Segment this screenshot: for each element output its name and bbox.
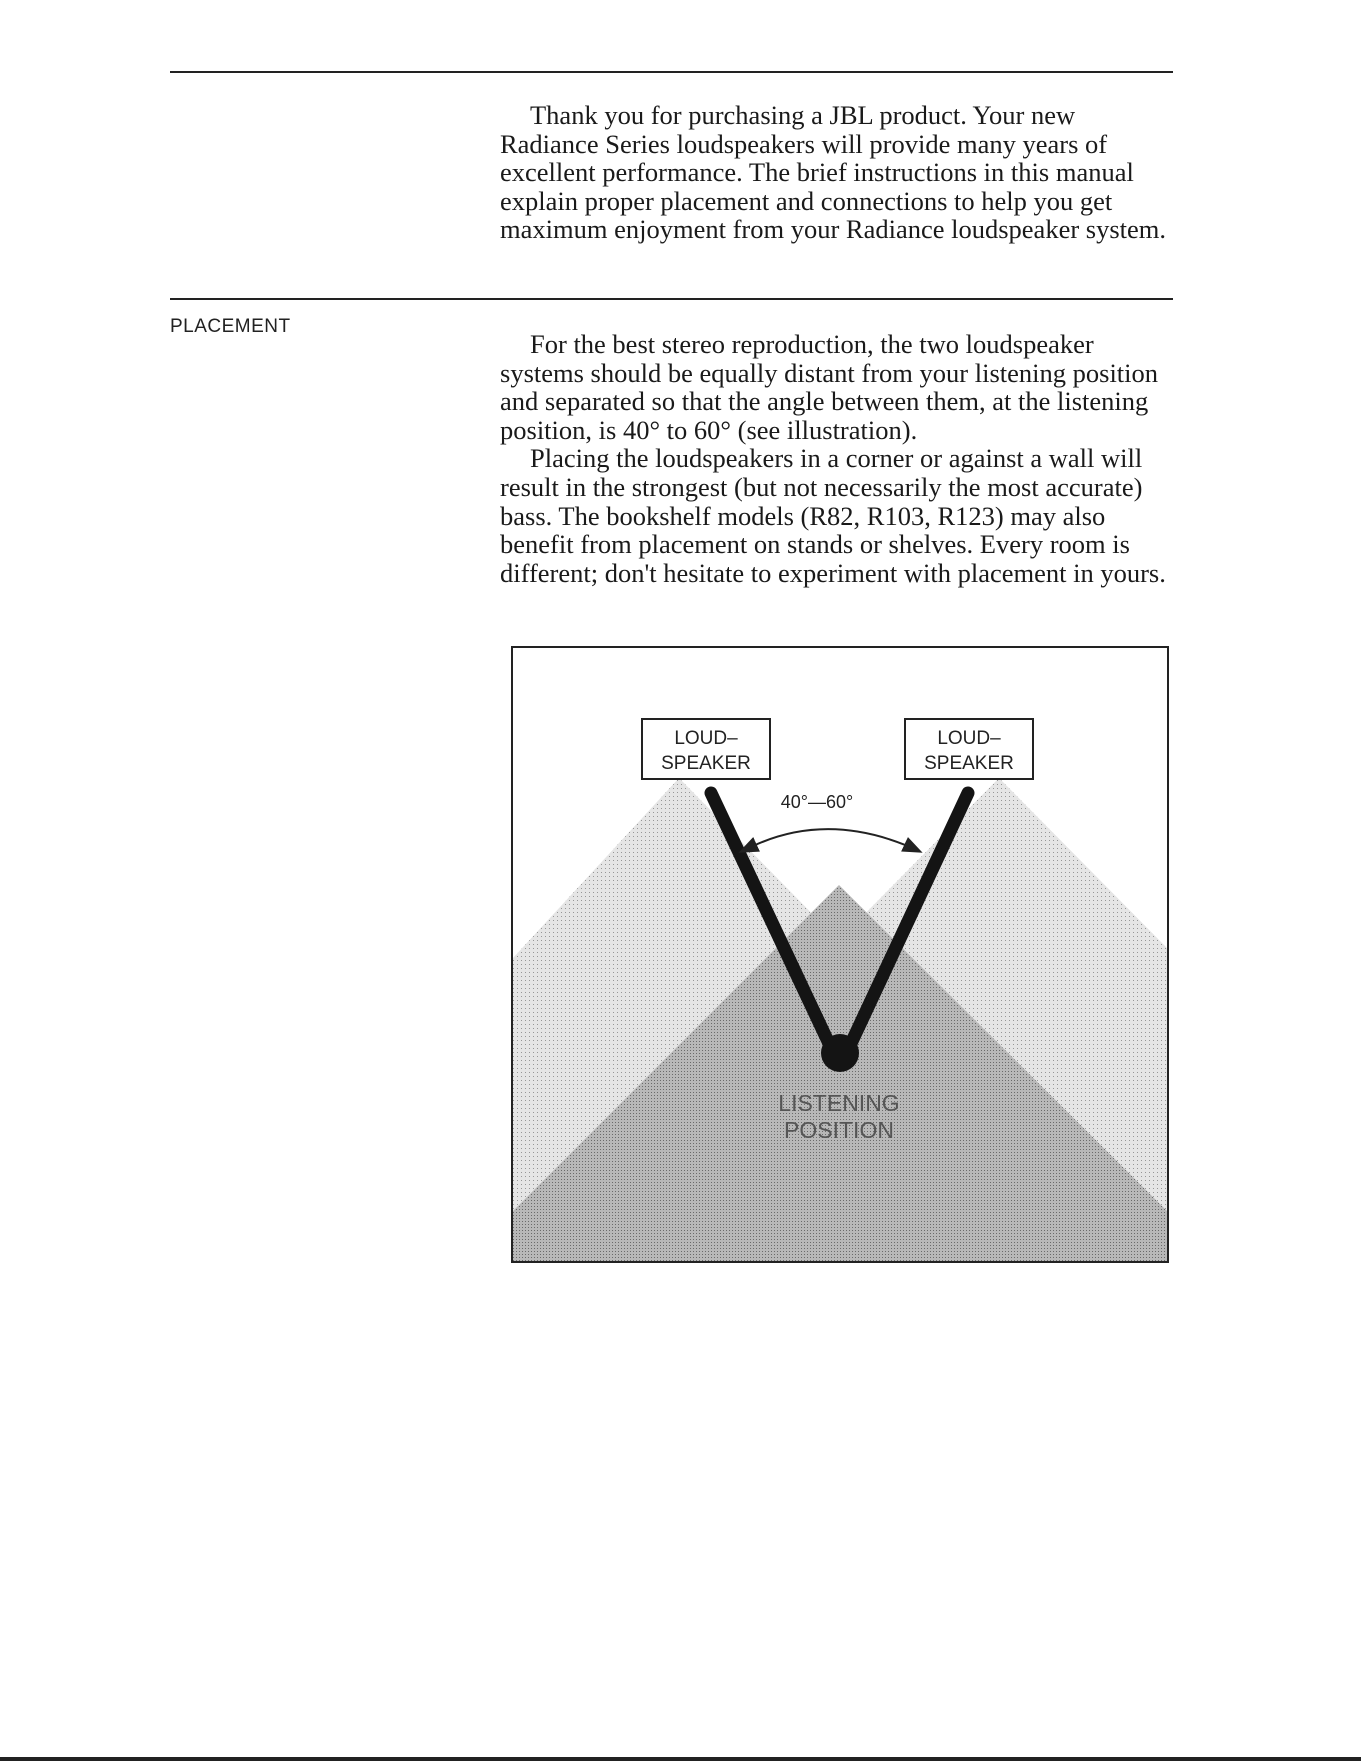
angle-arc <box>753 829 919 851</box>
listening-position-label-line1: LISTENING <box>778 1090 900 1116</box>
left-speaker-label-line2: SPEAKER <box>661 753 751 774</box>
bottom-edge-rule <box>0 1757 1361 1761</box>
section-rule <box>170 298 1173 300</box>
listening-position-label-line2: POSITION <box>784 1117 894 1143</box>
right-speaker-label-line2: SPEAKER <box>924 753 1014 774</box>
placement-paragraph-2: Placing the loudspeakers in a corner or against a wall will result in the strongest (but not necessarily the most accurate) bass. The bookshelf models (R82, R103, R123) may also benefit from placement on stands or shelves. Every room is different; don't hesitate to experiment with placement in yours. <box>500 443 1166 588</box>
right-speaker-label-line1: LOUD– <box>937 728 1001 749</box>
top-rule <box>170 71 1173 73</box>
listening-position-dot <box>821 1034 859 1072</box>
angle-label: 40°—60° <box>780 792 854 812</box>
placement-diagram <box>513 648 1167 1261</box>
section-label-placement: PLACEMENT <box>170 316 291 337</box>
left-speaker-label-line1: LOUD– <box>674 728 738 749</box>
left-loudspeaker <box>642 719 770 779</box>
placement-illustration <box>511 646 1169 1263</box>
placement-text <box>500 330 1172 587</box>
right-loudspeaker <box>905 719 1033 779</box>
intro-text <box>500 101 1172 244</box>
intro-paragraph: Thank you for purchasing a JBL product. Your new Radiance Series loudspeakers will provide many years of excellent performance. The brief instructions in this manual explain proper placement and connections to help you get maximum enjoyment from your Radiance loudspeaker system. <box>500 100 1167 245</box>
placement-paragraph-1: For the best stereo reproduction, the two loudspeaker systems should be equally distant from your listening position and separated so that the angle between them, at the listening position, is 40° to 60° (see illustration). <box>500 329 1159 445</box>
